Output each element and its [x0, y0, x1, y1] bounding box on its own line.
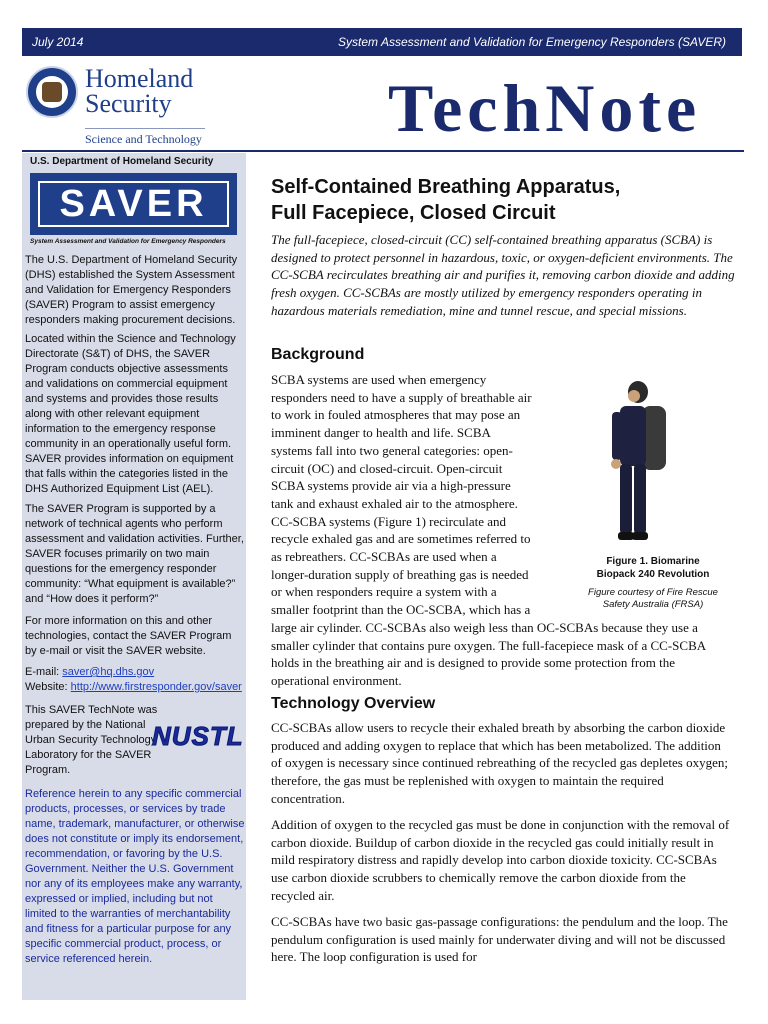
- sidebar-para-contact: For more information on this and other technologies, contact the SAVER Program by e-mail or visit the SAVER website.: [25, 615, 232, 657]
- sidebar-dept: U.S. Department of Homeland Security: [30, 156, 214, 167]
- bg-line: recycle exhaled gas and are sometimes referred to: [271, 531, 531, 547]
- header-rule: [22, 150, 744, 152]
- background-wide-text: large air cylinder. CC-SCBAs also weigh less than OC-SCBAs because they use a smaller cylinder that contains pure oxygen. The full-facepiece mask of a CC-SCBA holds in the breathing air and is designed to provide some protection from the operational environment.: [271, 620, 706, 689]
- sidebar-contact-links: [25, 665, 245, 695]
- figure-caption-line: Biopack 240 Revolution: [596, 569, 710, 580]
- brand-divider: [85, 128, 205, 129]
- bg-line: smaller footprint than the OC-SCBA, which has a: [271, 602, 531, 618]
- bg-line: responders need to have a supply of breathable air: [271, 389, 532, 405]
- sidebar-para-prepared: This SAVER TechNote was prepared by the National Urban Security Technology Laboratory for the SAVER Program.: [25, 704, 158, 776]
- bg-line: imminent danger to health and life. SCBA: [271, 425, 491, 441]
- dhs-seal-logo: [26, 66, 78, 118]
- bg-line: tank and exhaust exhaled air to the atmosphere.: [271, 495, 518, 511]
- figure-credit-line: Figure courtesy of Fire Rescue: [588, 587, 718, 598]
- sidebar-para-agents: The SAVER Program is supported by a network of technical agents who perform assessment and validation activities. Further, SAVER focuses primarily on two main questions for the emergency responder community: “What equipment is available?” and “How does it perform?”: [25, 503, 244, 605]
- header-banner: [22, 28, 742, 56]
- technology-overview-heading: Technology Overview: [271, 695, 436, 712]
- brand-line-2: Security: [85, 89, 172, 118]
- technote-title: TechNote: [388, 70, 702, 146]
- brand-line-1: Homeland: [85, 64, 194, 93]
- saver-logo-tagline: System Assessment and Validation for Emergency Responders: [30, 238, 226, 245]
- brand-subtitle: Science and Technology: [85, 132, 202, 146]
- bg-line: as rebreathers. CC-SCBAs are used when a: [271, 549, 497, 565]
- bg-line: SCBA systems provide air via a high-pressure: [271, 478, 511, 494]
- bg-line: longer-duration supply of breathing gas is needed: [271, 566, 529, 582]
- issue-date: July 2014: [32, 35, 84, 49]
- figure-caption: [582, 555, 724, 581]
- dhs-wordmark: [85, 66, 193, 116]
- tech-paragraph-1: CC-SCBAs allow users to recycle their exhaled breath by absorbing the carbon dioxide produced and adding oxygen to replace that which has been metabolized. The addition of oxygen is necessary since continued rebreathing of the recycled gas depletes oxygen; therefore, the gas must be replenished with oxygen to maintain the required concentration.: [271, 720, 728, 806]
- program-name: System Assessment and Validation for Emergency Responders (SAVER): [338, 35, 726, 49]
- nustl-logo: NUSTL: [152, 721, 244, 751]
- document-title: [271, 174, 741, 226]
- bg-line: or when responders require a system with a: [271, 584, 497, 600]
- sidebar-disclaimer: Reference herein to any specific commercial products, processes, or services by trade name, trademark, manufacturer, or otherwise does not constitute or imply its endorsement, recommendation, or favoring by the U.S. Government. Neither the U.S. Government nor any of its employees make any warranty, expressed or implied, including but not limited to the warranties of merchantability and fitness for a particular purpose for any specific commercial product, process, or service referenced herein.: [25, 788, 245, 965]
- tech-paragraph-2: Addition of oxygen to the recycled gas must be done in conjunction with the removal of carbon dioxide. Buildup of carbon dioxide in the recycled gas could initially result in mild respiratory distress and rapidly develop into carbon dioxide toxicity. CC-SCBAs use carbon dioxide scrubbers to chemically remove the carbon dioxide from the recycled air.: [271, 817, 730, 903]
- email-label: E-mail:: [25, 666, 63, 678]
- email-link[interactable]: saver@hq.dhs.gov: [62, 666, 155, 678]
- website-link[interactable]: http://www.firstresponder.gov/saver: [70, 681, 242, 693]
- figure-credit: [582, 587, 724, 611]
- sidebar-para-program: Located within the Science and Technology Directorate (S&T) of DHS, the SAVER Program conducts objective assessments and validations on commercial equipment and systems and provides those results along with other relevant equipment information to the emergency response community in an operationally useful form. SAVER provides information on equipment that falls within the categories listed in the DHS Authorized Equipment List (AEL).: [25, 333, 236, 495]
- figure-responder-image: [598, 378, 678, 546]
- bg-line: circuit (OC) and closed-circuit. Open-circuit: [271, 460, 503, 476]
- figure-credit-line: Safety Australia (FRSA): [602, 599, 704, 610]
- background-narrow-text: [271, 371, 581, 619]
- lead-paragraph: The full-facepiece, closed-circuit (CC) self-contained breathing apparatus (SCBA) is designed to protect personnel in hazardous, toxic, or oxygen-deficient environments. The CC-SCBA recirculates breathing air and purifies it, removing carbon dioxide and adding fresh oxygen. CC-SCBAs are mostly utilized by emergency responders operating in hazardous materials remediation, mine and tunnel rescue, and special missions.: [271, 232, 735, 318]
- sidebar-para-intro: The U.S. Department of Homeland Security (DHS) established the System Assessment and Validation for Emergency Responders (SAVER) Program to assist emergency responders making procurement decisions.: [25, 254, 238, 326]
- background-heading: Background: [271, 346, 365, 363]
- bg-line: systems fall into two general categories: open-: [271, 442, 513, 458]
- website-label: Website:: [25, 681, 71, 693]
- bg-line: SCBA systems are used when emergency: [271, 372, 487, 387]
- tech-paragraph-3: CC-SCBAs have two basic gas-passage configurations: the pendulum and the loop. The pendulum configuration is used mainly for underwater diving and will not be discussed here. The loop configuration is used for: [271, 914, 728, 965]
- sidebar: [22, 153, 246, 1000]
- figure-caption-line: Figure 1. Biomarine: [606, 556, 700, 567]
- title-line-1: Self-Contained Breathing Apparatus,: [271, 176, 621, 198]
- title-line-2: Full Facepiece, Closed Circuit: [271, 202, 556, 224]
- saver-logo-word: SAVER: [59, 183, 208, 225]
- bg-line: to work in fouled atmospheres that may pose an: [271, 407, 521, 423]
- bg-line: CC-SCBA systems (Figure 1) recirculate and: [271, 513, 507, 529]
- saver-logo: [30, 173, 237, 235]
